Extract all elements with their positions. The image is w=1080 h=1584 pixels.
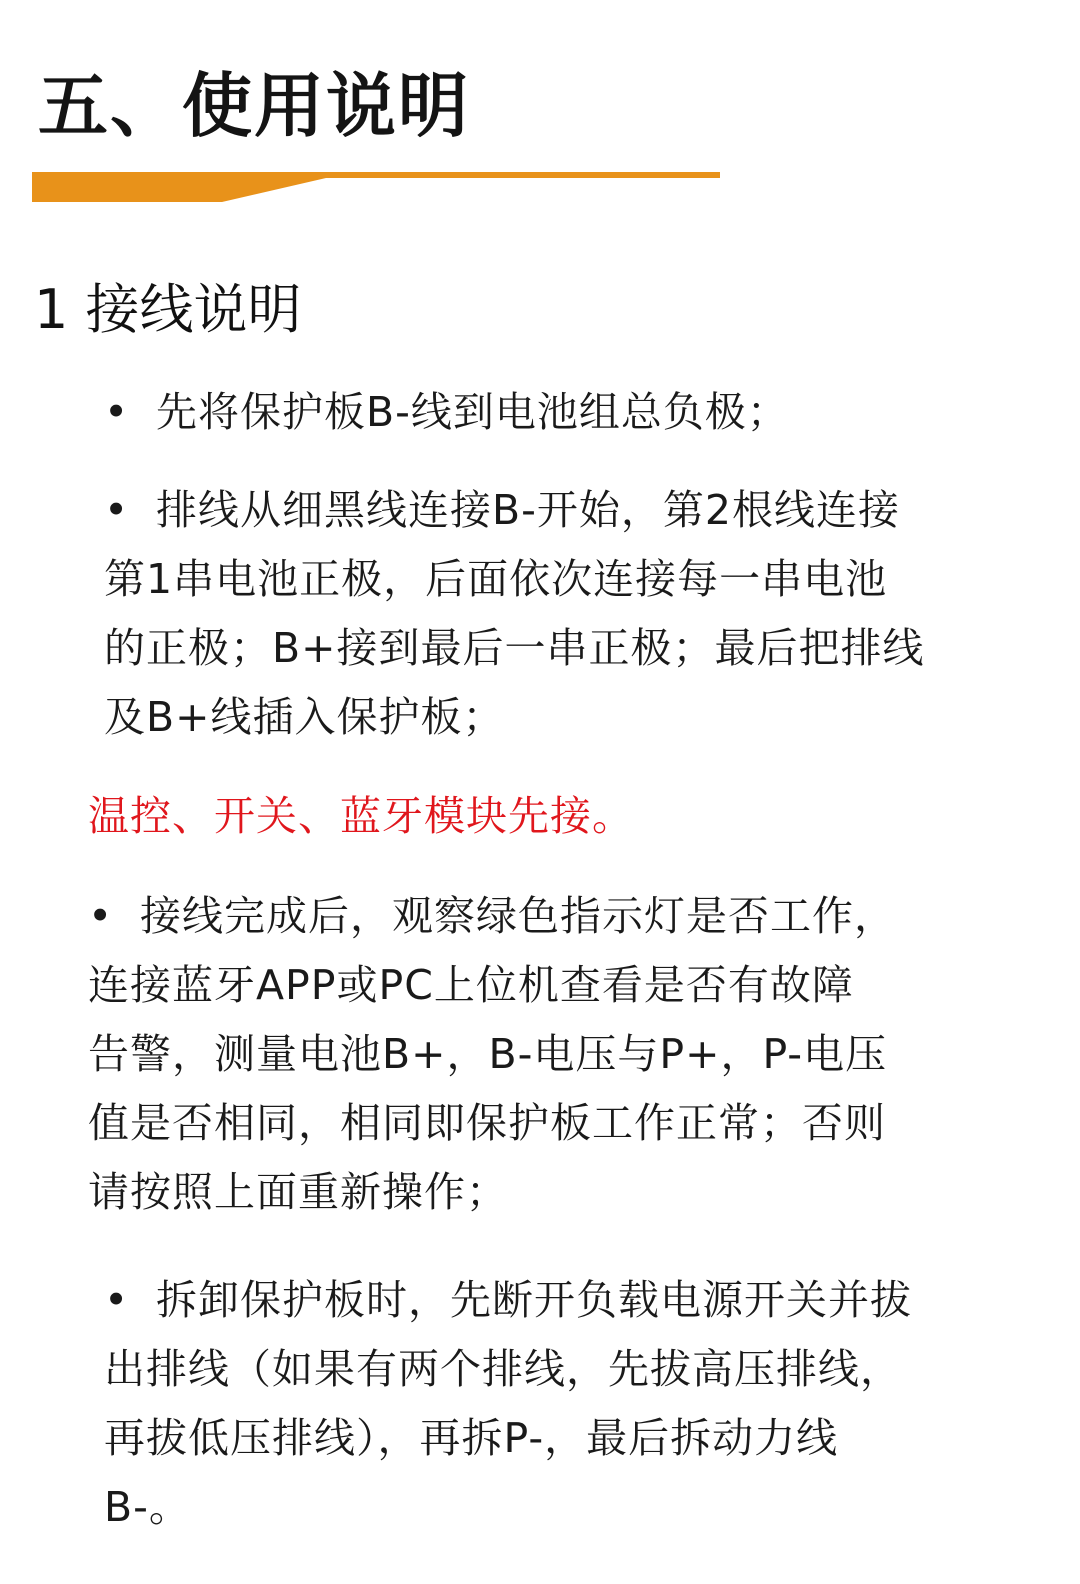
step-3-text-1: 接线完成后，观察绿色指示灯是否工作， — [140, 892, 896, 940]
title-underline-accent — [32, 168, 720, 204]
step-2-line-4: 及B+线插入保护板； — [104, 693, 505, 741]
step-1-paragraph — [104, 378, 1044, 447]
step-1-text: 先将保护板B-线到电池组总负极； — [156, 388, 789, 436]
step-1-line-1 — [104, 378, 1044, 447]
bullet-icon: • — [104, 388, 130, 436]
step-3-line-4: 值是否相同，相同即保护板工作正常；否则 — [88, 1099, 886, 1147]
step-2-line-3: 的正极；B+接到最后一串正极；最后把排线 — [104, 624, 925, 672]
step-4-line-2: 出排线（如果有两个排线，先拔高压排线， — [104, 1345, 902, 1393]
step-3-line-5: 请按照上面重新操作； — [88, 1168, 508, 1216]
bullet-icon: • — [104, 1276, 130, 1324]
step-2-line-2: 第1串电池正极，后面依次连接每一串电池 — [104, 555, 888, 603]
underline-thick-wedge — [32, 172, 352, 202]
bullet-icon: • — [104, 486, 130, 534]
step-4-paragraph — [104, 1266, 1044, 1542]
step-3-line-2: 连接蓝牙APP或PC上位机查看是否有故障 — [88, 961, 854, 1009]
step-3-paragraph — [88, 882, 1028, 1227]
bullet-icon: • — [88, 892, 114, 940]
step-2-line-1 — [104, 476, 1044, 545]
step-4-line-3: 再拔低压排线），再拆P-，最后拆动力线 — [104, 1414, 839, 1462]
section-heading: 1 接线说明 — [34, 278, 302, 341]
step-2-text-1: 排线从细黑线连接B-开始，第2根线连接 — [156, 486, 901, 534]
warning-note: 温控、开关、蓝牙模块先接。 — [88, 792, 634, 840]
step-3-line-1 — [88, 882, 1028, 951]
step-3-line-3: 告警，测量电池B+，B-电压与P+，P-电压 — [88, 1030, 888, 1078]
page-title: 五、使用说明 — [38, 65, 470, 147]
step-4-line-4: B-。 — [104, 1483, 191, 1531]
step-4-text-1: 拆卸保护板时，先断开负载电源开关并拔 — [156, 1276, 912, 1324]
step-2-paragraph — [104, 476, 1044, 752]
step-4-line-1 — [104, 1266, 1044, 1335]
